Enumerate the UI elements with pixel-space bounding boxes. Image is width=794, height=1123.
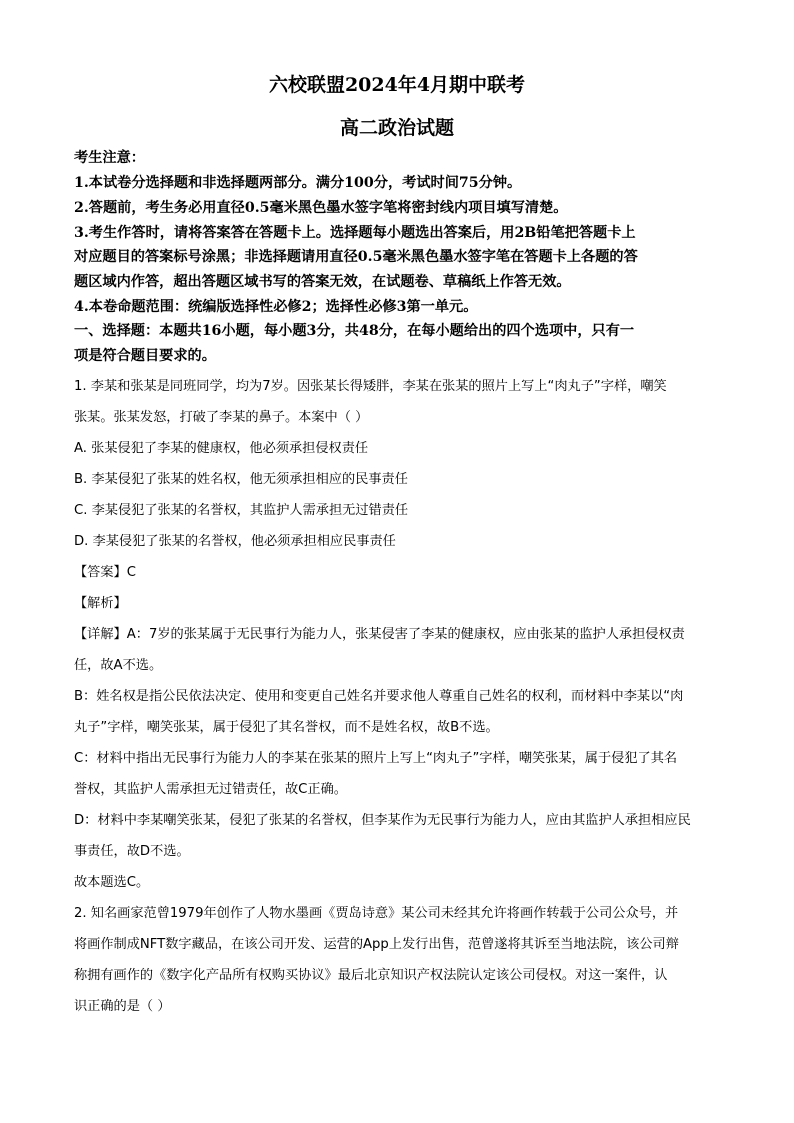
section-heading: 一、选择题：本题共16小题，每小题3分，共48分，在每小题给出的四个选项中，只有一 [74,323,635,339]
question-stem: 将画作制成NFT数字藏品，在该公司开发、运营的App上发行出售，范曾遂将其诉至当地法院，该公司辩 [74,937,679,952]
detail-text: 丸子”字样，嘲笑张某，属于侵犯了其名誉权，而不是姓名权，故B不选。 [74,720,499,735]
detail-text: 任，故A不选。 [74,658,163,673]
detail-text: 事责任，故D不选。 [74,844,190,859]
exam-subtitle: 高二政治试题 [339,117,454,139]
conclusion-text: 故本题选C。 [74,875,150,890]
detail-text: C：材料中指出无民事行为能力人的李某在张某的照片上写上“肉丸子”字样，嘲笑张某，属于侵犯了其名 [74,751,678,766]
exam-title: 六校联盟2024年4月期中联考 [268,74,526,96]
option-a: A. 张某侵犯了李某的健康权，他必须承担侵权责任 [74,441,369,456]
notice-item: 2.答题前，考生务必用直径0.5毫米黑色墨水签字笔将密封线内项目填写清楚。 [74,200,568,216]
notice-item: 1.本试卷分选择题和非选择题两部分。满分100分，考试时间75分钟。 [74,175,522,191]
detail-text: 誉权，其监护人需承担无过错责任，故C正确。 [74,782,347,797]
notice-heading: 考生注意： [74,150,145,166]
notice-item: 3.考生作答时，请将答案答在答题卡上。选择题每小题选出答案后，用2B铅笔把答题卡上 [74,225,636,241]
notice-item: 对应题目的答案标号涂黑；非选择题请用直径0.5毫米黑色墨水签字笔在答题卡上各题的答 [74,249,638,265]
analysis-label: 【解析】 [74,596,127,611]
notice-item: 题区域内作答，超出答题区域书写的答案无效，在试题卷、草稿纸上作答无效。 [74,274,571,290]
section-heading: 项是符合题目要求的。 [74,348,216,364]
detail-text: D：材料中李某嘲笑张某，侵犯了张某的名誉权，但李某作为无民事行为能力人，应由其监护人承担相应民 [74,813,691,828]
question-stem: 识正确的是（ ） [74,999,171,1014]
detail-text: B：姓名权是指公民依法决定、使用和变更自己姓名并要求他人尊重自己姓名的权利，而材料中李某以“肉 [74,689,684,704]
question-stem: 张某。张某发怒，打破了李某的鼻子。本案中（ ） [74,410,369,425]
detail-text: 【详解】A：7岁的张某属于无民事行为能力人，张某侵害了李某的健康权，应由张某的监护人承担侵权责 [74,627,685,642]
question-stem: 称拥有画作的《数字化产品所有权购买协议》最后北京知识产权法院认定该公司侵权。对这一案件，认 [74,968,668,983]
question-stem: 1. 李某和张某是同班同学，均为7岁。因张某长得矮胖，李某在张某的照片上写上“肉丸子”字样，嘲笑 [74,379,667,394]
question-stem: 2. 知名画家范曾1979年创作了人物水墨画《贾岛诗意》某公司未经其允许将画作转载于公司公众号，并 [74,906,679,921]
option-d: D. 李某侵犯了张某的名誉权，他必须承担相应民事责任 [74,534,396,549]
answer-label: 【答案】C [74,565,136,580]
option-c: C. 李某侵犯了张某的名誉权，其监护人需承担无过错责任 [74,503,409,518]
notice-item: 4.本卷命题范围：统编版选择性必修2；选择性必修3第一单元。 [74,299,478,315]
option-b: B. 李某侵犯了张某的姓名权，他无须承担相应的民事责任 [74,472,408,487]
